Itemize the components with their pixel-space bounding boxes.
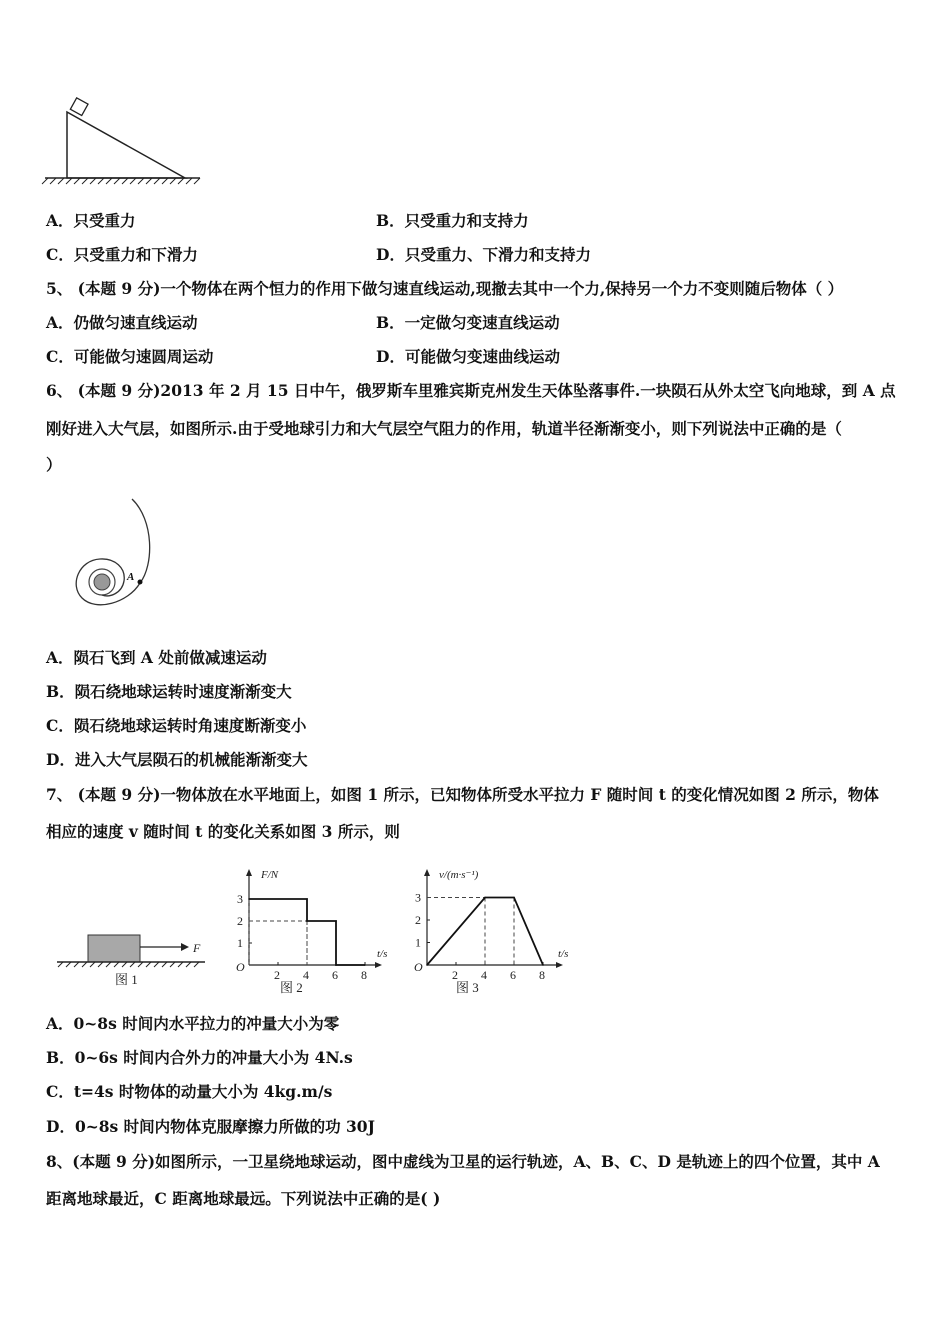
q4-option-d[interactable]: D．只受重力、下滑力和支持力 [376,245,591,264]
x-axis-arrow [375,962,382,968]
x-tick-label-4: 4 [481,968,487,982]
data-point [306,898,308,900]
q7-stem-line-2: 相应的速度 v 随时间 t 的变化关系如图 3 所示，则 [46,822,400,841]
earth-core [94,574,110,590]
force-label: F [193,941,201,955]
x-tick-label-2: 2 [452,968,458,982]
x-tick-label-2: 2 [274,968,280,982]
data-point [426,964,428,966]
q5-option-b[interactable]: B．一定做匀变速直线运动 [376,313,560,332]
chart-caption: 图 3 [456,980,479,995]
data-point [306,920,308,922]
q7-figure-1 [55,925,215,995]
incline-block [70,98,88,116]
q7-option-c[interactable]: C．t=4s 时物体的动量大小为 4kg.m/s [46,1082,333,1101]
data-point [513,897,515,899]
q6-stem-line-3: ） [46,455,62,474]
y-tick-label-3: 3 [237,892,243,906]
q6-option-d[interactable]: D．进入大气层陨石的机械能渐渐变大 [46,750,308,769]
y-tick-label-2: 2 [237,914,243,928]
q4-option-a[interactable]: A．只受重力 [46,211,136,230]
q6-stem-line-1: 6、 (本题 9 分)2013 年 2 月 15 日中午，俄罗斯车里雅宾斯克州发生天体坠落事件.一块陨石从外太空飞向地球，到 A 点 [46,381,896,400]
x-tick-label-4: 4 [303,968,309,982]
q5-option-c[interactable]: C．可能做匀速圆周运动 [46,347,214,366]
data-point [335,920,337,922]
q8-stem-line-1: 8、(本题 9 分)如图所示，一卫星绕地球运动，图中虚线为卫星的运行轨迹，A、B、C、D 是轨迹上的四个位置，其中 A [46,1152,880,1171]
floor-block [88,935,140,962]
point-a-label: A [127,571,135,583]
q6-stem-line-2: 刚好进入大气层，如图所示.由于受地球引力和大气层空气阻力的作用，轨道半径渐渐变小，则下列说法中正确的是（ [46,419,842,438]
data-point [484,897,486,899]
q7-figure-3 [398,852,573,997]
x-axis-arrow [556,962,563,968]
x-tick-label-8: 8 [539,968,545,982]
y-tick-label-2: 2 [415,913,421,927]
q5-stem: 5、 (本题 9 分)一个物体在两个恒力的作用下做匀速直线运动,现撤去其中一个力,保持另一个力不变则随后物体（ ） [46,279,844,298]
q5-option-d[interactable]: D．可能做匀变速曲线运动 [376,347,560,366]
x-axis-label: t/s [558,948,569,960]
data-point [542,964,544,966]
q4-option-b[interactable]: B．只受重力和支持力 [376,211,529,230]
f-t-chart [225,862,400,997]
incline-figure [40,95,210,190]
y-tick-label-3: 3 [415,890,421,905]
point-a-dot [138,580,143,585]
q5-option-a[interactable]: A．仍做匀速直线运动 [46,313,198,332]
q7-option-d[interactable]: D．0~8s 时间内物体克服摩擦力所做的功 30J [46,1117,375,1136]
x-tick-label-6: 6 [510,968,516,982]
data-point [335,964,337,966]
q7-stem-line-1: 7、 (本题 9 分)一物体放在水平地面上，如图 1 所示，已知物体所受水平拉力 F 随时间 t 的变化情况如图 2 所示，物体 [46,785,879,804]
v-t-chart [398,852,573,997]
fig1-caption: 图 1 [115,972,138,987]
y-tick-label-1: 1 [415,935,421,950]
x-tick-label-6: 6 [332,968,338,982]
q6-option-a[interactable]: A．陨石飞到 A 处前做减速运动 [46,648,267,667]
y-axis-arrow [424,869,430,876]
y-axis-arrow [246,869,252,876]
q6-option-c[interactable]: C．陨石绕地球运转时角速度断渐变小 [46,716,307,735]
y-tick-label-1: 1 [237,936,243,950]
q6-option-b[interactable]: B．陨石绕地球运转时速度渐渐变大 [46,682,292,701]
chart-caption: 图 2 [280,980,303,995]
q4-option-c[interactable]: C．只受重力和下滑力 [46,245,198,264]
q7-option-b[interactable]: B．0~6s 时间内合外力的冲量大小为 4N.s [46,1048,353,1067]
q8-stem-line-2: 距离地球最近，C 距离地球最远。下列说法中正确的是( ) [46,1189,441,1208]
origin-label: O [414,960,423,974]
q7-option-a[interactable]: A．0~8s 时间内水平拉力的冲量大小为零 [46,1014,340,1033]
origin-label: O [236,960,245,974]
y-axis-label: F/N [261,869,279,881]
meteorite-orbit-figure [62,495,202,625]
x-axis-label: t/s [377,948,388,960]
q7-figure-2 [225,862,400,997]
x-tick-label-8: 8 [361,968,367,982]
y-axis-label: v/(m·s⁻¹) [439,869,479,881]
data-point [364,964,366,966]
data-point [248,898,250,900]
